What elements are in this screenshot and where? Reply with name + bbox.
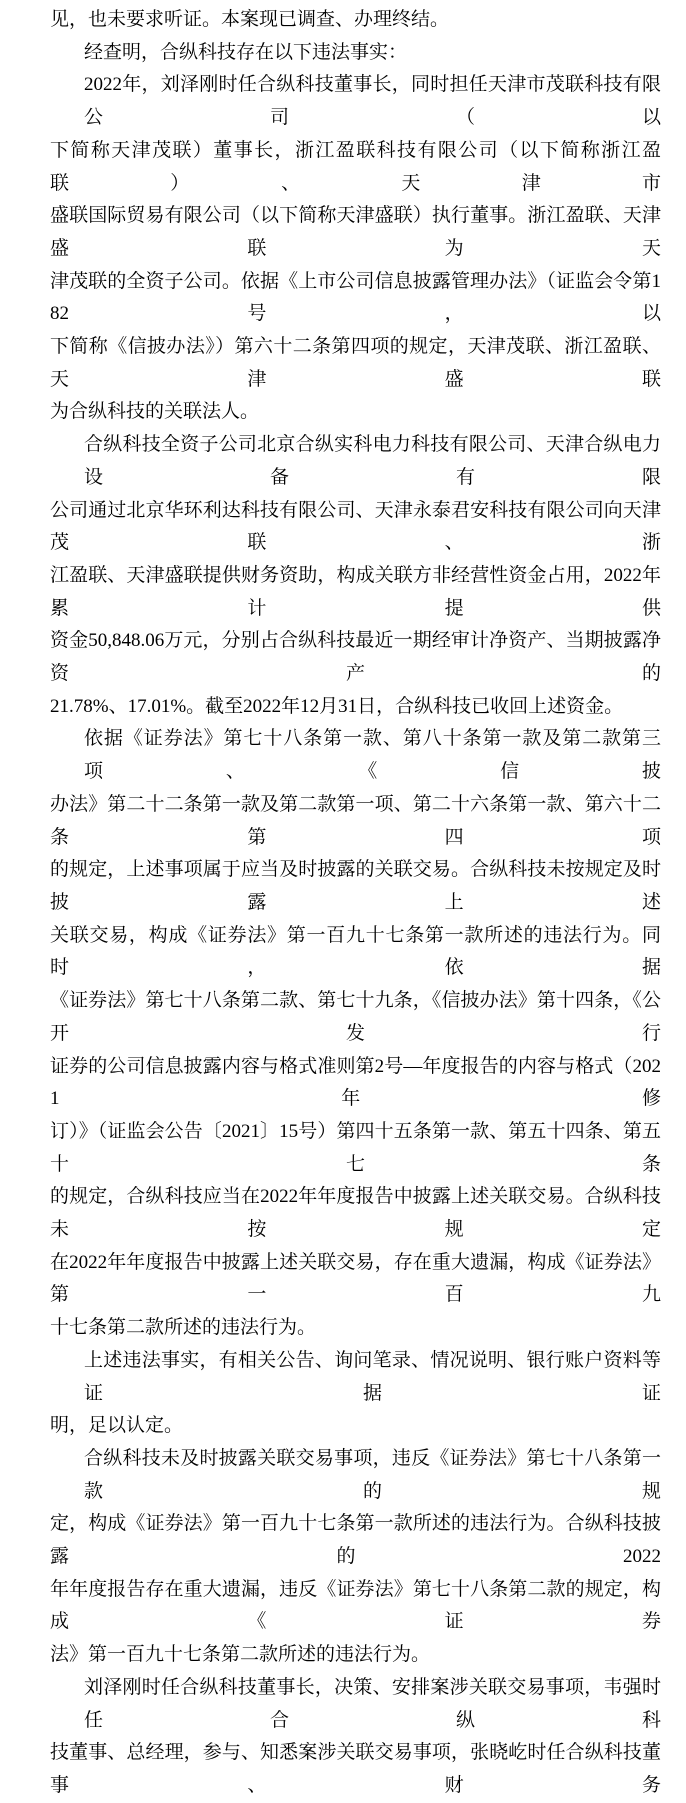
text-line: 法》第一百九十七条第二款所述的违法行为。 [50, 1644, 431, 1666]
text-line: 依据《证券法》第七十八条第一款、第八十条第一款及第二款第三项、《信披 [84, 728, 661, 783]
text-line: 关联交易，构成《证券法》第一百九十七条第一款所述的违法行为。同时，依据 [50, 924, 661, 979]
paragraph [50, 723, 661, 1344]
text-line: 十七条第二款所述的违法行为。 [50, 1317, 317, 1339]
text-line: 年年度报告存在重大遗漏，违反《证券法》第七十八条第二款的规定，构成《证券 [50, 1578, 661, 1633]
paragraph [50, 4, 661, 37]
paragraph [50, 1345, 661, 1443]
text-line: 刘泽刚时任合纵科技董事长，决策、安排案涉关联交易事项，韦强时任合纵科 [84, 1676, 661, 1731]
text-line: 在2022年年度报告中披露上述关联交易，存在重大遗漏，构成《证券法》第一百九 [50, 1251, 661, 1306]
paragraph [50, 69, 661, 429]
text-line: 合纵科技全资子公司北京合纵实科电力科技有限公司、天津合纵电力设备有限 [84, 434, 661, 488]
text-line: 为合纵科技的关联法人。 [50, 401, 260, 423]
text-line: 订）》（证监会公告〔2021〕15号）第四十五条第一款、第五十四条、第五十七条 [50, 1120, 661, 1175]
text-line: 津茂联的全资子公司。依据《上市公司信息披露管理办法》（证监会令第182号，以 [50, 270, 661, 325]
document-page [50, 4, 661, 1803]
text-line: 公司通过北京华环利达科技有限公司、天津永泰君安科技有限公司向天津茂联、浙 [50, 499, 661, 554]
paragraph [50, 1672, 661, 1803]
text-line: 盛联国际贸易有限公司（以下简称天津盛联）执行董事。浙江盈联、天津盛联为天 [50, 205, 661, 259]
text-line: 经查明，合纵科技存在以下违法事实： [84, 41, 408, 63]
text-line: 江盈联、天津盛联提供财务资助，构成关联方非经营性资金占用，2022年累计提供 [50, 564, 661, 619]
text-line: 的规定，合纵科技应当在2022年年度报告中披露上述关联交易。合纵科技未按规定 [50, 1186, 661, 1241]
text-line: 证券的公司信息披露内容与格式准则第2号—年度报告的内容与格式（2021年修 [50, 1055, 661, 1110]
text-line: 下简称《信披办法》）第六十二条第四项的规定，天津茂联、浙江盈联、天津盛联 [50, 336, 661, 390]
text-line: 2022年，刘泽刚时任合纵科技董事长，同时担任天津市茂联科技有限公司（以 [84, 74, 661, 129]
text-line: 合纵科技未及时披露关联交易事项，违反《证券法》第七十八条第一款的规 [84, 1447, 661, 1502]
paragraph [50, 37, 661, 70]
text-line: 下简称天津茂联）董事长，浙江盈联科技有限公司（以下简称浙江盈联）、天津市 [50, 139, 661, 194]
text-line: 办法》第二十二条第一款及第二款第一项、第二十六条第一款、第六十二条第四项 [50, 793, 661, 848]
text-line: 定，构成《证券法》第一百九十七条第一款所述的违法行为。合纵科技披露的2022 [50, 1513, 661, 1568]
text-line: 技董事、总经理，参与、知悉案涉关联交易事项，张晓屹时任合纵科技董事、财务 [50, 1742, 661, 1796]
text-line: 上述违法事实，有相关公告、询问笔录、情况说明、银行账户资料等证据证 [84, 1349, 661, 1404]
text-line: 的规定，上述事项属于应当及时披露的关联交易。合纵科技未按规定及时披露上述 [50, 859, 661, 913]
text-line: 见，也未要求听证。本案现已调查、办理终结。 [50, 9, 450, 30]
text-line: 《证券法》第七十八条第二款、第七十九条，《信披办法》第十四条，《公开发行 [50, 990, 661, 1044]
paragraph [50, 429, 661, 723]
text-line: 资金50,848.06万元，分别占合纵科技最近一期经审计净资产、当期披露净资产的 [50, 630, 661, 685]
paragraph [50, 1443, 661, 1672]
text-line: 21.78%、17.01%。截至2022年12月31日，合纵科技已收回上述资金。 [50, 695, 624, 717]
text-line: 明，足以认定。 [50, 1415, 184, 1437]
